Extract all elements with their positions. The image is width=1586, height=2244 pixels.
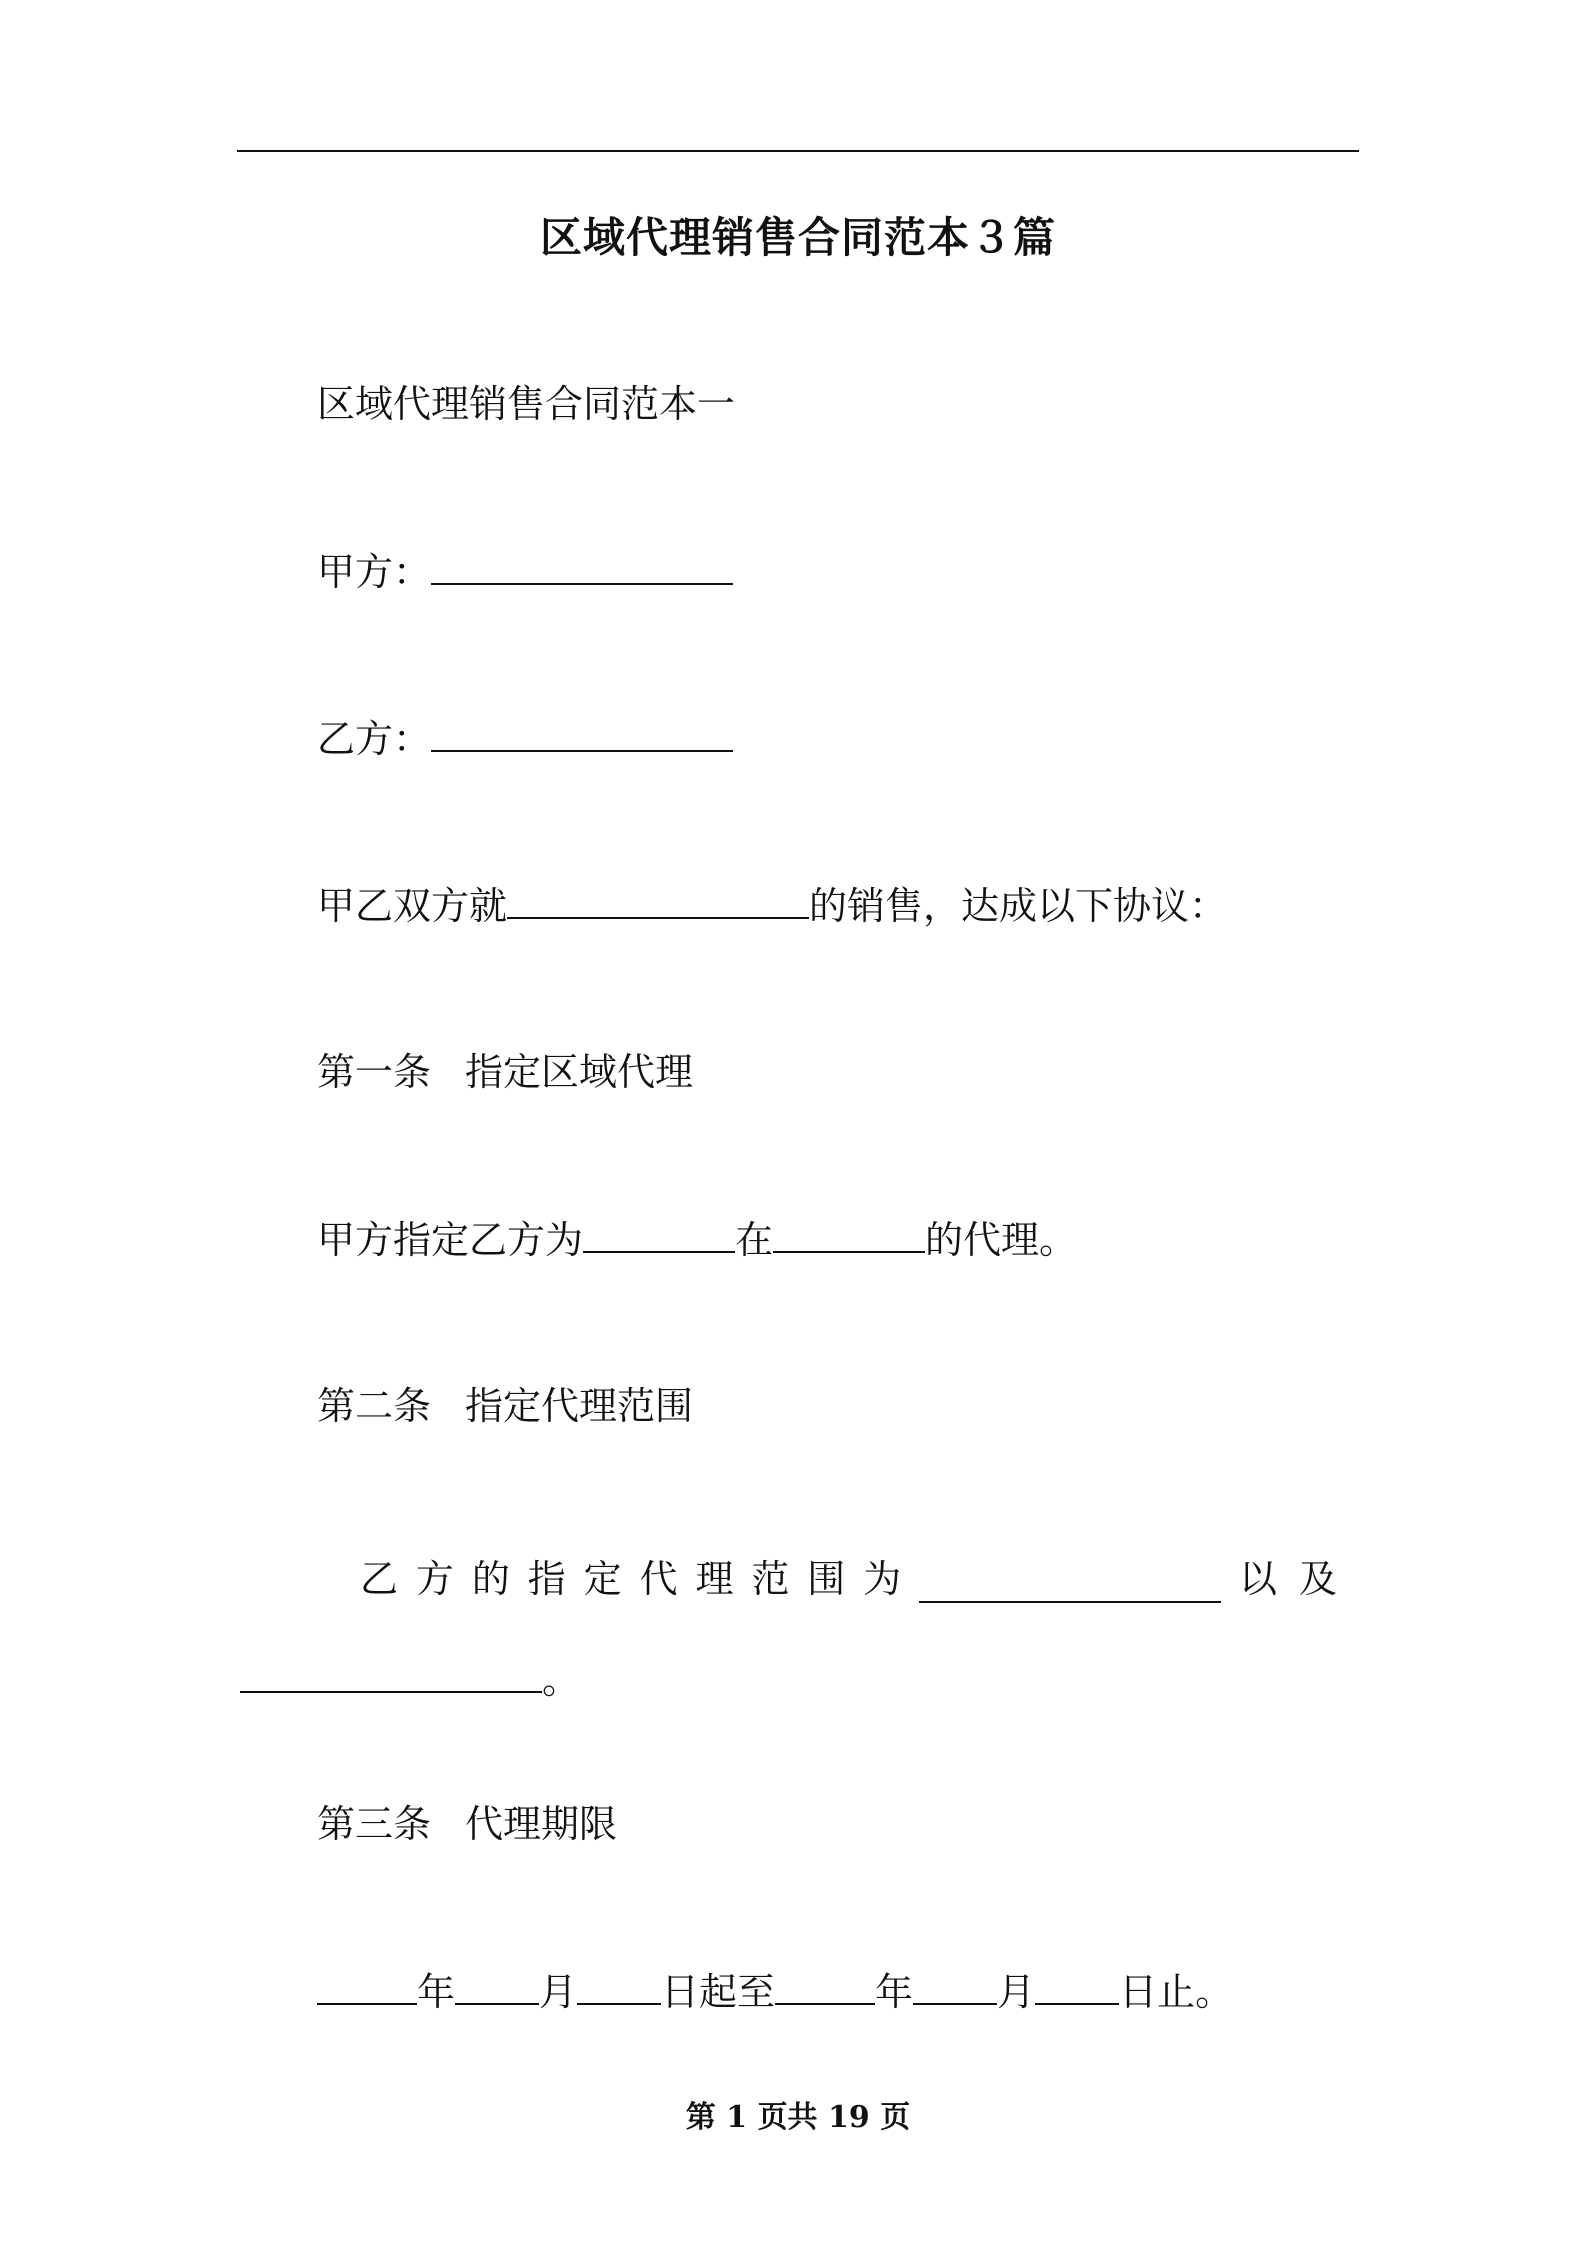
term-day2: 日止。: [1119, 1970, 1234, 2014]
term-month1: 月: [539, 1970, 578, 2014]
article2-title: 第二条: [317, 1384, 432, 1428]
agreement-line: [317, 881, 1227, 930]
end-year-blank: [775, 1967, 875, 2005]
article1-title: 第一条: [317, 1050, 432, 1094]
article2-char: 方: [415, 1557, 454, 1601]
document-title: 区域代理销售合同范本３篇: [539, 213, 1056, 262]
article3-subtitle: 代理期限: [465, 1802, 618, 1846]
agreement-after: 的销售，达成以下协议：: [809, 884, 1228, 928]
article2-end: 。: [542, 1658, 581, 1702]
party-a-label: 甲方：: [317, 550, 432, 594]
contract-heading: [317, 380, 735, 428]
article3-title: 第三条: [317, 1802, 432, 1846]
end-day-blank: [1035, 1967, 1119, 2005]
party-b-line: [317, 714, 733, 763]
article2-char: 理: [695, 1557, 734, 1601]
article2-heading: [317, 1382, 693, 1430]
scope-blank-2: [240, 1655, 542, 1693]
term-month2: 月: [997, 1970, 1036, 2014]
article3-heading: [317, 1800, 617, 1848]
term-year1: 年: [417, 1970, 456, 2014]
footer-page-number: 1: [726, 2100, 748, 2135]
article2-char: 为: [863, 1557, 902, 1601]
start-day-blank: [577, 1967, 661, 2005]
article2-text-line1: [360, 1555, 1359, 1603]
footer-mid: 页共: [757, 2100, 818, 2135]
scope-blank-1: [919, 1565, 1221, 1603]
party-b-blank: [431, 714, 733, 752]
article2-char: 乙: [360, 1557, 399, 1601]
article1-heading: [317, 1048, 693, 1096]
start-year-blank: [317, 1967, 417, 2005]
contract-heading-text: 区域代理销售合同范本一: [317, 382, 736, 426]
agreement-before: 甲乙双方就: [317, 884, 508, 928]
term-line: [317, 1967, 1233, 2016]
article1-subtitle: 指定区域代理: [465, 1050, 694, 1094]
article1-part1: 甲方指定乙方为: [317, 1218, 584, 1262]
article1-part3: 的代理。: [925, 1218, 1078, 1262]
page-footer: [237, 2092, 1359, 2136]
footer-post: 页: [880, 2100, 911, 2135]
footer-pre: 第: [685, 2100, 716, 2135]
start-month-blank: [455, 1967, 539, 2005]
article2-char: 范: [751, 1557, 790, 1601]
article2-char: 指: [527, 1557, 566, 1601]
article1-part2: 在: [735, 1218, 774, 1262]
article1-text: [317, 1215, 1077, 1264]
term-day1: 日起至: [661, 1970, 776, 2014]
article2-char: 定: [583, 1557, 622, 1601]
footer-total-pages: 19: [828, 2100, 870, 2135]
agent-type-blank: [583, 1215, 735, 1253]
article2-char: 的: [471, 1557, 510, 1601]
article2-char: 围: [807, 1557, 846, 1601]
region-blank: [773, 1215, 925, 1253]
party-a-line: [317, 547, 733, 596]
term-year2: 年: [875, 1970, 914, 2014]
header-rule: [237, 150, 1359, 152]
article2-and: 以及: [1238, 1557, 1359, 1601]
article2-text-line2: [240, 1655, 580, 1704]
article2-char: 代: [639, 1557, 678, 1601]
product-blank: [507, 881, 809, 919]
party-b-label: 乙方：: [317, 717, 432, 761]
party-a-blank: [431, 547, 733, 585]
end-month-blank: [913, 1967, 997, 2005]
article2-subtitle: 指定代理范围: [465, 1384, 694, 1428]
